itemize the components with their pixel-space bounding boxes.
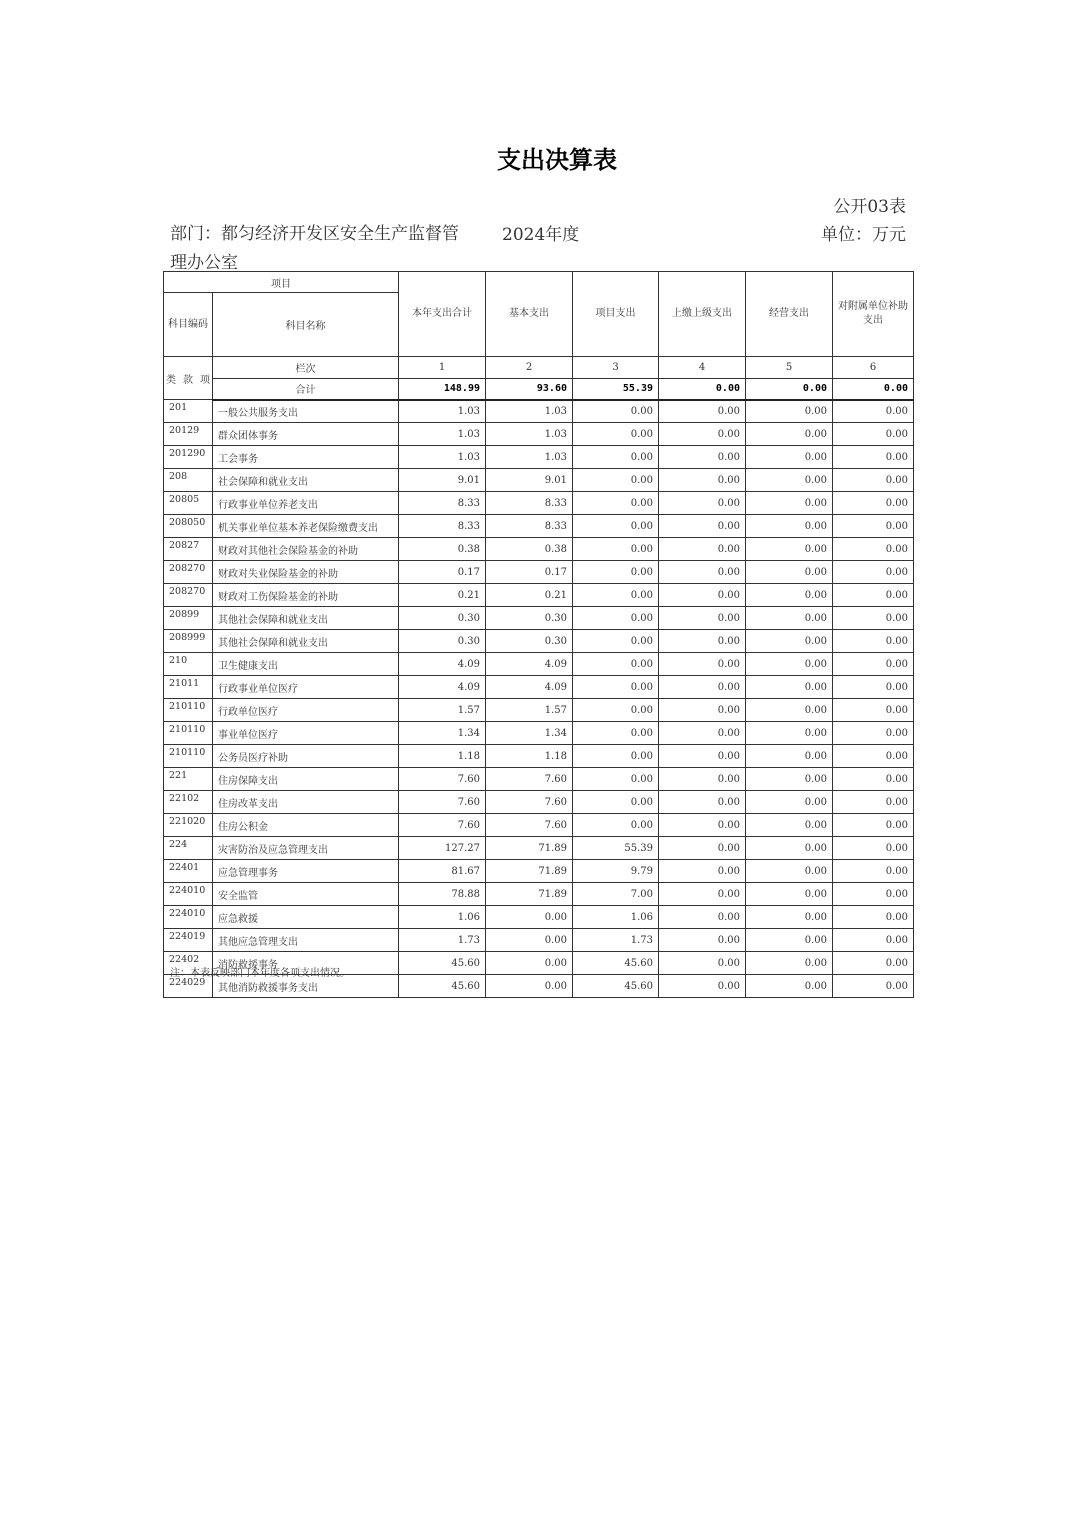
row-code: 210 <box>164 653 213 676</box>
row-value: 0.00 <box>486 906 573 929</box>
row-value: 0.00 <box>746 745 833 768</box>
row-name: 行政事业单位医疗 <box>213 676 399 699</box>
row-code: 210110 <box>164 745 213 768</box>
row-value: 0.00 <box>746 699 833 722</box>
row-value: 0.00 <box>573 515 659 538</box>
table-row <box>164 722 914 745</box>
row-value: 0.00 <box>833 699 914 722</box>
row-value: 0.00 <box>833 538 914 561</box>
row-value: 71.89 <box>486 860 573 883</box>
header-col5: 经营支出 <box>746 272 833 357</box>
row-value: 0.00 <box>659 699 746 722</box>
table-row <box>164 653 914 676</box>
row-value: 8.33 <box>399 492 486 515</box>
row-code: 208270 <box>164 561 213 584</box>
row-value: 0.00 <box>659 607 746 630</box>
row-value: 0.00 <box>573 768 659 791</box>
table-row <box>164 400 914 423</box>
footnote: 注：本表反映部门本年度各项支出情况。 <box>170 968 350 979</box>
table-row <box>164 699 914 722</box>
row-value: 0.00 <box>833 492 914 515</box>
row-name: 财政对工伤保险基金的补助 <box>213 584 399 607</box>
header-kuan: 款 <box>183 374 193 386</box>
row-value: 7.60 <box>399 768 486 791</box>
row-name: 行政事业单位养老支出 <box>213 492 399 515</box>
row-value: 0.00 <box>573 791 659 814</box>
row-value: 0.00 <box>746 561 833 584</box>
row-code: 210110 <box>164 722 213 745</box>
row-name: 财政对失业保险基金的补助 <box>213 561 399 584</box>
row-value: 0.00 <box>746 722 833 745</box>
table-row <box>164 791 914 814</box>
row-value: 0.21 <box>486 584 573 607</box>
row-value: 0.00 <box>833 584 914 607</box>
row-value: 0.00 <box>486 975 573 998</box>
row-value: 4.09 <box>486 676 573 699</box>
row-value: 7.60 <box>399 814 486 837</box>
row-value: 1.57 <box>486 699 573 722</box>
row-code: 210110 <box>164 699 213 722</box>
table-row <box>164 423 914 446</box>
fiscal-year: 2024年度 <box>502 225 580 245</box>
table-row <box>164 883 914 906</box>
row-value: 0.00 <box>659 768 746 791</box>
table-row <box>164 906 914 929</box>
row-value: 0.00 <box>746 814 833 837</box>
row-value: 0.00 <box>746 883 833 906</box>
row-value: 0.30 <box>486 630 573 653</box>
total-value: 0.00 <box>833 379 914 400</box>
row-value: 45.60 <box>573 952 659 975</box>
row-value: 1.34 <box>399 722 486 745</box>
row-value: 0.30 <box>399 630 486 653</box>
row-value: 0.00 <box>833 630 914 653</box>
row-name: 应急管理事务 <box>213 860 399 883</box>
row-value: 55.39 <box>573 837 659 860</box>
row-value: 7.60 <box>486 791 573 814</box>
row-name: 其他社会保障和就业支出 <box>213 630 399 653</box>
row-value: 0.00 <box>659 653 746 676</box>
table-row <box>164 745 914 768</box>
unit-label: 单位：万元 <box>821 225 906 245</box>
row-value: 0.00 <box>833 952 914 975</box>
row-value: 0.00 <box>746 607 833 630</box>
table-row <box>164 515 914 538</box>
header-col3: 项目支出 <box>573 272 659 357</box>
row-code: 20827 <box>164 538 213 561</box>
row-code: 224010 <box>164 906 213 929</box>
row-value: 0.00 <box>833 745 914 768</box>
row-value: 0.00 <box>833 607 914 630</box>
row-code: 201290 <box>164 446 213 469</box>
row-name: 其他消防救援事务支出 <box>213 975 399 998</box>
header-xiang: 项 <box>200 374 210 386</box>
row-value: 0.00 <box>573 584 659 607</box>
row-value: 0.00 <box>746 469 833 492</box>
table-row <box>164 584 914 607</box>
table-row <box>164 446 914 469</box>
row-value: 0.00 <box>833 860 914 883</box>
row-code: 224010 <box>164 883 213 906</box>
row-value: 7.60 <box>399 791 486 814</box>
row-code: 224019 <box>164 929 213 952</box>
page-title: 支出决算表 <box>497 146 617 174</box>
row-code: 224 <box>164 837 213 860</box>
row-value: 0.00 <box>833 676 914 699</box>
header-lanci: 栏次 <box>213 357 399 379</box>
total-value: 0.00 <box>746 379 833 400</box>
col-number-1: 1 <box>399 357 486 379</box>
table-row <box>164 492 914 515</box>
row-value: 0.00 <box>486 929 573 952</box>
row-value: 0.00 <box>573 745 659 768</box>
row-value: 9.01 <box>486 469 573 492</box>
row-value: 0.00 <box>746 515 833 538</box>
row-name: 灾害防治及应急管理支出 <box>213 837 399 860</box>
row-value: 45.60 <box>399 975 486 998</box>
row-value: 0.00 <box>833 400 914 423</box>
row-value: 7.60 <box>486 768 573 791</box>
col-number-5: 5 <box>746 357 833 379</box>
row-value: 0.30 <box>399 607 486 630</box>
table-row <box>164 860 914 883</box>
row-value: 0.00 <box>833 814 914 837</box>
row-value: 7.00 <box>573 883 659 906</box>
row-name: 消防救援事务 <box>213 952 399 975</box>
row-code: 208999 <box>164 630 213 653</box>
row-value: 0.00 <box>659 446 746 469</box>
row-name: 事业单位医疗 <box>213 722 399 745</box>
row-name: 行政单位医疗 <box>213 699 399 722</box>
total-value: 0.00 <box>659 379 746 400</box>
row-value: 0.00 <box>833 837 914 860</box>
row-value: 71.89 <box>486 883 573 906</box>
row-value: 0.00 <box>746 952 833 975</box>
row-value: 0.00 <box>746 676 833 699</box>
expenditure-table <box>163 271 914 998</box>
col-number-4: 4 <box>659 357 746 379</box>
row-name: 一般公共服务支出 <box>213 400 399 423</box>
row-name: 住房公积金 <box>213 814 399 837</box>
row-code: 22401 <box>164 860 213 883</box>
header-col4: 上缴上级支出 <box>659 272 746 357</box>
row-value: 0.00 <box>833 768 914 791</box>
row-value: 0.00 <box>659 676 746 699</box>
row-value: 71.89 <box>486 837 573 860</box>
table-row <box>164 929 914 952</box>
total-label: 合计 <box>213 379 399 400</box>
table-row <box>164 837 914 860</box>
total-value: 93.60 <box>486 379 573 400</box>
row-value: 0.00 <box>659 791 746 814</box>
row-value: 0.00 <box>833 975 914 998</box>
row-value: 1.06 <box>573 906 659 929</box>
col-number-6: 6 <box>833 357 914 379</box>
row-name: 安全监管 <box>213 883 399 906</box>
header-code: 科目编码 <box>164 293 213 357</box>
row-name: 其他应急管理支出 <box>213 929 399 952</box>
row-value: 0.00 <box>573 400 659 423</box>
row-code: 20129 <box>164 423 213 446</box>
row-code: 208270 <box>164 584 213 607</box>
row-value: 8.33 <box>486 515 573 538</box>
row-value: 1.18 <box>486 745 573 768</box>
row-value: 1.03 <box>399 446 486 469</box>
row-value: 0.00 <box>746 860 833 883</box>
row-value: 0.00 <box>746 653 833 676</box>
row-value: 0.00 <box>833 446 914 469</box>
row-value: 0.00 <box>659 722 746 745</box>
row-value: 0.00 <box>573 446 659 469</box>
total-value: 55.39 <box>573 379 659 400</box>
row-value: 1.03 <box>399 400 486 423</box>
row-value: 1.03 <box>399 423 486 446</box>
row-value: 0.00 <box>573 699 659 722</box>
row-value: 0.00 <box>746 975 833 998</box>
row-value: 0.00 <box>659 469 746 492</box>
table-row <box>164 676 914 699</box>
row-value: 0.38 <box>399 538 486 561</box>
row-value: 1.73 <box>399 929 486 952</box>
row-value: 45.60 <box>573 975 659 998</box>
row-value: 0.00 <box>659 814 746 837</box>
row-value: 0.00 <box>746 630 833 653</box>
row-value: 1.18 <box>399 745 486 768</box>
row-value: 8.33 <box>486 492 573 515</box>
header-item: 项目 <box>164 272 399 293</box>
row-value: 0.17 <box>486 561 573 584</box>
row-value: 0.00 <box>746 584 833 607</box>
row-value: 0.00 <box>746 400 833 423</box>
row-value: 0.00 <box>746 906 833 929</box>
row-value: 0.00 <box>573 722 659 745</box>
row-value: 0.00 <box>746 929 833 952</box>
row-value: 0.00 <box>659 883 746 906</box>
row-name: 住房保障支出 <box>213 768 399 791</box>
row-code: 221 <box>164 768 213 791</box>
row-value: 0.00 <box>573 607 659 630</box>
row-value: 9.01 <box>399 469 486 492</box>
row-code: 208050 <box>164 515 213 538</box>
row-value: 0.00 <box>573 630 659 653</box>
form-number: 公开03表 <box>833 197 906 217</box>
header-class-cell <box>164 357 213 400</box>
row-value: 0.21 <box>399 584 486 607</box>
table-row <box>164 538 914 561</box>
row-value: 0.00 <box>486 952 573 975</box>
row-value: 1.06 <box>399 906 486 929</box>
header-col1: 本年支出合计 <box>399 272 486 357</box>
row-value: 0.00 <box>659 584 746 607</box>
row-value: 4.09 <box>486 653 573 676</box>
row-value: 0.00 <box>833 653 914 676</box>
row-value: 0.00 <box>659 492 746 515</box>
row-value: 0.38 <box>486 538 573 561</box>
row-value: 0.00 <box>833 561 914 584</box>
row-value: 0.00 <box>659 952 746 975</box>
row-code: 22102 <box>164 791 213 814</box>
row-value: 0.00 <box>573 423 659 446</box>
row-value: 0.00 <box>659 975 746 998</box>
header-col2: 基本支出 <box>486 272 573 357</box>
table-row <box>164 561 914 584</box>
row-value: 0.00 <box>833 791 914 814</box>
row-name: 卫生健康支出 <box>213 653 399 676</box>
row-value: 0.00 <box>659 745 746 768</box>
row-value: 0.00 <box>659 837 746 860</box>
row-value: 4.09 <box>399 676 486 699</box>
row-code: 21011 <box>164 676 213 699</box>
row-value: 0.00 <box>573 561 659 584</box>
row-value: 0.00 <box>833 515 914 538</box>
table-row <box>164 768 914 791</box>
col-number-2: 2 <box>486 357 573 379</box>
row-value: 1.34 <box>486 722 573 745</box>
table-row <box>164 469 914 492</box>
row-value: 8.33 <box>399 515 486 538</box>
row-code: 22402 <box>164 952 213 975</box>
row-name: 社会保障和就业支出 <box>213 469 399 492</box>
row-value: 0.00 <box>746 446 833 469</box>
row-code: 201 <box>164 400 213 423</box>
row-value: 0.00 <box>833 423 914 446</box>
row-value: 78.88 <box>399 883 486 906</box>
table-row <box>164 814 914 837</box>
row-value: 0.00 <box>833 929 914 952</box>
row-code: 20899 <box>164 607 213 630</box>
row-name: 财政对其他社会保险基金的补助 <box>213 538 399 561</box>
row-value: 0.00 <box>659 400 746 423</box>
header-name: 科目名称 <box>213 293 399 357</box>
row-value: 0.00 <box>833 469 914 492</box>
row-value: 1.03 <box>486 446 573 469</box>
row-value: 0.00 <box>833 883 914 906</box>
row-value: 0.00 <box>573 538 659 561</box>
row-value: 1.03 <box>486 423 573 446</box>
header-col6: 对附属单位补助支出 <box>833 272 914 357</box>
row-code: 20805 <box>164 492 213 515</box>
row-name: 公务员医疗补助 <box>213 745 399 768</box>
row-value: 0.00 <box>659 860 746 883</box>
row-name: 机关事业单位基本养老保险缴费支出 <box>213 515 399 538</box>
row-value: 0.00 <box>573 653 659 676</box>
row-value: 127.27 <box>399 837 486 860</box>
row-code: 208 <box>164 469 213 492</box>
row-value: 0.00 <box>746 837 833 860</box>
row-name: 住房改革支出 <box>213 791 399 814</box>
header-lei: 类 <box>166 374 176 386</box>
row-value: 0.00 <box>659 515 746 538</box>
row-value: 0.00 <box>833 722 914 745</box>
row-name: 应急救援 <box>213 906 399 929</box>
row-value: 0.00 <box>833 906 914 929</box>
col-number-3: 3 <box>573 357 659 379</box>
row-value: 0.00 <box>659 423 746 446</box>
row-value: 1.57 <box>399 699 486 722</box>
row-value: 0.00 <box>659 906 746 929</box>
row-value: 81.67 <box>399 860 486 883</box>
row-code: 224029 <box>164 975 213 998</box>
row-value: 0.00 <box>573 676 659 699</box>
row-value: 1.03 <box>486 400 573 423</box>
row-name: 其他社会保障和就业支出 <box>213 607 399 630</box>
row-value: 9.79 <box>573 860 659 883</box>
row-value: 7.60 <box>486 814 573 837</box>
row-value: 1.73 <box>573 929 659 952</box>
row-name: 工会事务 <box>213 446 399 469</box>
row-value: 0.17 <box>399 561 486 584</box>
row-value: 0.00 <box>659 561 746 584</box>
table-row <box>164 630 914 653</box>
row-code: 221020 <box>164 814 213 837</box>
department-label: 部门：都匀经济开发区安全生产监督管理办公室 <box>170 224 459 273</box>
row-value: 45.60 <box>399 952 486 975</box>
row-value: 0.00 <box>746 423 833 446</box>
row-value: 0.00 <box>573 492 659 515</box>
row-value: 0.00 <box>746 538 833 561</box>
total-value: 148.99 <box>399 379 486 400</box>
row-value: 0.00 <box>573 814 659 837</box>
row-value: 0.00 <box>659 630 746 653</box>
row-value: 0.00 <box>659 929 746 952</box>
row-value: 0.30 <box>486 607 573 630</box>
row-name: 群众团体事务 <box>213 423 399 446</box>
table-row <box>164 607 914 630</box>
row-value: 4.09 <box>399 653 486 676</box>
row-value: 0.00 <box>746 768 833 791</box>
row-value: 0.00 <box>746 492 833 515</box>
row-value: 0.00 <box>573 469 659 492</box>
row-value: 0.00 <box>746 791 833 814</box>
row-value: 0.00 <box>659 538 746 561</box>
